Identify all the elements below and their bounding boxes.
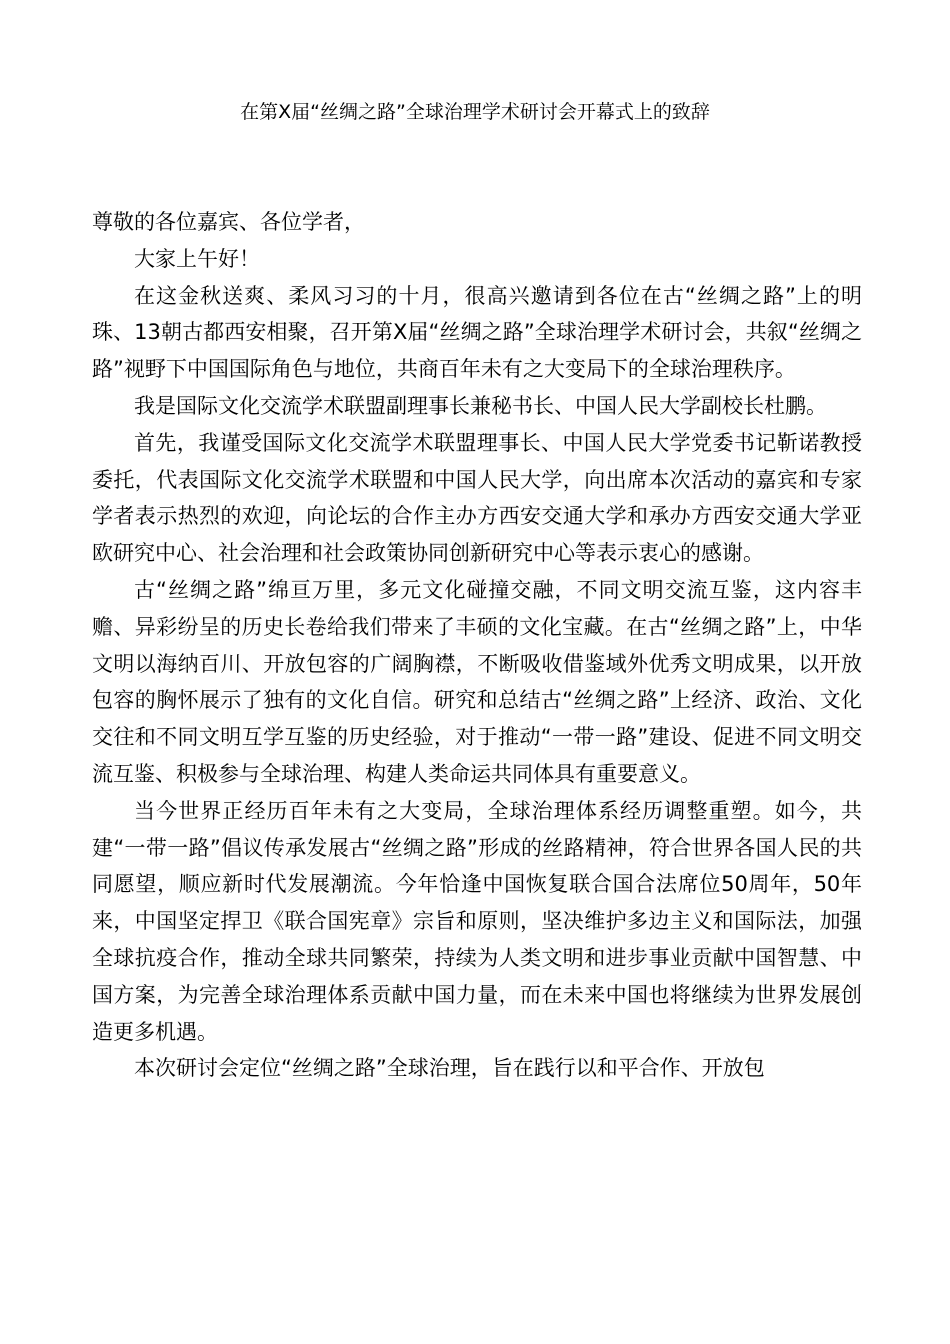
document-title: 在第X届“丝绸之路”全球治理学术研讨会开幕式上的致辞: [240, 101, 710, 123]
paragraph-opening: 在这金秋送爽、柔风习习的十月，很高兴邀请到各位在古“丝绸之路”上的明珠、13朝古都西安相聚，召开第X届“丝绸之路”全球治理学术研讨会，共叙“丝绸之路”视野下中国国际角色与地位，共商百年未有之大变局下的全球治理秩序。: [92, 283, 862, 382]
document-body: [92, 204, 862, 1087]
paragraph-conference-purpose: 本次研讨会定位“丝绸之路”全球治理，旨在践行以和平合作、开放包: [134, 1056, 765, 1081]
paragraph-thanks: 首先，我谨受国际文化交流学术联盟理事长、中国人民大学党委书记靳诺教授委托，代表国际文化交流学术联盟和中国人民大学，向出席本次活动的嘉宾和专家学者表示热烈的欢迎，向论坛的合作主办方西安交通大学和承办方西安交通大学亚欧研究中心、社会治理和社会政策协同创新研究中心等表示衷心的感谢。: [92, 430, 862, 566]
paragraph-global-governance: 当今世界正经历百年未有之大变局，全球治理体系经历调整重塑。如今，共建“一带一路”倡议传承发展古“丝绸之路”形成的丝路精神，符合世界各国人民的共同愿望，顺应新时代发展潮流。今年恰逢中国恢复联合国合法席位50周年，50年来，中国坚定捍卫《联合国宪章》宗旨和原则，坚决维护多边主义和国际法，加强全球抗疫合作，推动全球共同繁荣，持续为人类文明和进步事业贡献中国智慧、中国方案，为完善全球治理体系贡献中国力量，而在未来中国也将继续为世界发展创造更多机遇。: [92, 798, 862, 1044]
salutation: 尊敬的各位嘉宾、各位学者，: [92, 210, 365, 234]
paragraph-greeting: 大家上午好！: [134, 246, 260, 271]
paragraph-self-introduction: 我是国际文化交流学术联盟副理事长兼秘书长、中国人民大学副校长杜鹏。: [134, 393, 827, 418]
paragraph-silk-road-history: 古“丝绸之路”绵亘万里，多元文化碰撞交融，不同文明交流互鉴，这内容丰赡、异彩纷呈的历史长卷给我们带来了丰硕的文化宝藏。在古“丝绸之路”上，中华文明以海纳百川、开放包容的广阔胸襟，不断吸收借鉴域外优秀文明成果，以开放包容的胸怀展示了独有的文化自信。研究和总结古“丝绸之路”上经济、政治、文化交往和不同文明互学互鉴的历史经验，对于推动“一带一路”建设、促进不同文明交流互鉴、积极参与全球治理、构建人类命运共同体具有重要意义。: [92, 577, 862, 786]
